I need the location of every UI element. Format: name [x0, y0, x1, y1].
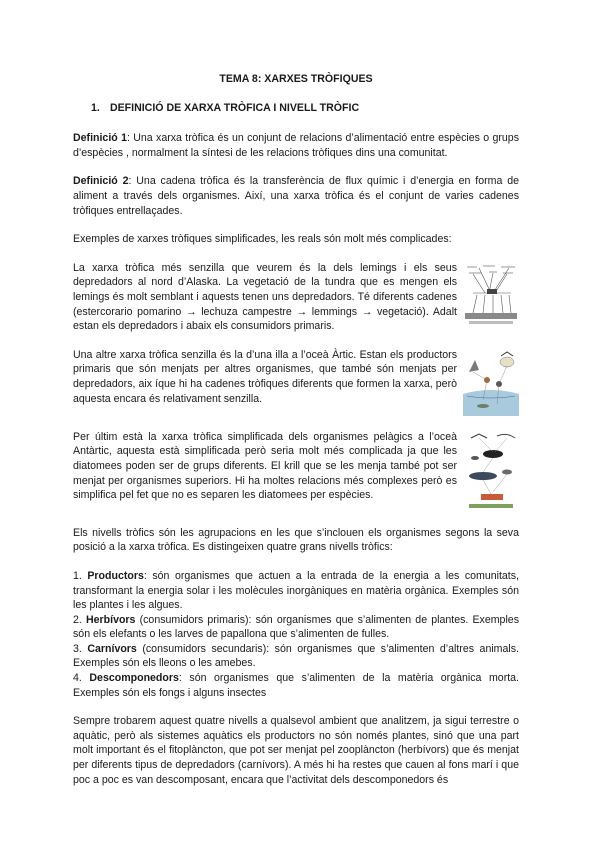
definition-2: [73, 174, 519, 218]
list-item: [73, 569, 519, 613]
list-item-term: Carnívors: [87, 642, 137, 655]
example-lemmings-text: La xarxa tròfica més senzilla que veurem és la dels lemings i els seus depredadors al nord d’Alaska. La vegetació de la tundra que es mengen els lemings és molt semblant i aquests tenen uns depredadors. Té diferents cadenes (estercorario pomarino → lechuza campestre → lemmings → vegetació). Adalt estan els depredadors i abaix els consumidors primaris.: [73, 261, 457, 333]
example-lemmings: [73, 261, 519, 334]
list-item-number: 1.: [73, 569, 88, 582]
section-number: 1.: [91, 101, 100, 114]
list-item-term: Productors: [87, 569, 144, 582]
examples-intro: Exemples de xarxes tròfiques simplificades, les reals són molt més complicades:: [73, 233, 452, 246]
example-antarctic: [73, 430, 519, 512]
lemmings-food-web-image: [463, 263, 519, 334]
list-item-text: (consumidors primaris): són organismes que s’alimenten de plantes. Exemples són els elefants o les larves de papallona que s’alimenten de fulles.: [73, 613, 519, 641]
list-item: [73, 671, 519, 700]
example-antarctic-text: Per últim està la xarxa tròfica simplificada dels organismes pelàgics a l’oceà Antàrtic, aquesta està simplificada però seria molt més complicada ja que les diatomees poden ser de grups diferents. El krill que se les menja també pot ser menjat per organismes superiors. Hi ha moltes relacions més complexes però es simplifica pel fet que no es separen les diatomees per espècies.: [73, 430, 457, 502]
example-arctic-text: Una altre xarxa tròfica senzilla és la d’una illa a l’oceà Àrtic. Estan els productors primaris que són menjats per altres organismes, que també són menjats per depredadors, aix íque hi ha cadenes tròfiques diferents que formen la xarxa, però aquesta encara és relativament senzilla.: [73, 348, 457, 405]
list-item-number: 3.: [73, 642, 88, 655]
definition-2-label: Definició 2: [73, 175, 129, 188]
list-item-text: : són organismes que s’alimenten de la matèria orgànica morta. Exemples són els fongs i alguns insectes: [73, 672, 520, 699]
list-item-term: Herbívors: [85, 613, 136, 626]
list-item: [73, 613, 519, 642]
levels-intro: Els nivells tròfics són les agrupacions en les que s’inclouen els organismes segons la seva posició a la xarxa tròfica. Es distingeixen quatre grans nivells tròfics:: [73, 526, 519, 554]
antarctic-food-web-image: [463, 432, 519, 512]
document-page: [73, 72, 519, 801]
definition-2-text: : Una cadena tròfica és la transferència de flux químic i d’energia en forma de aliment a través dels organismes. Així, una xarxa tròfica és el conjunt de varies cadenes tròfiques entrellaçades.: [73, 175, 520, 217]
definition-1-label: Definició 1: [73, 132, 127, 145]
arctic-food-web-image: [463, 350, 519, 416]
list-item-text: (consumidors secundaris): són organismes que s’alimenten d’altres animals. Exemples són els lleons o les amebes.: [73, 642, 519, 670]
page-title: TEMA 8: XARXES TRÒFIQUES: [219, 73, 373, 85]
section-heading: [91, 101, 519, 116]
list-item-text: : són organismes que actuen a la entrada de la energia a les comunitats, transformant la energia solar i les molècules inorgàniques en matèria orgànica. Exemples són les plantes i les algues.: [73, 569, 519, 612]
list-item-number: 4.: [73, 672, 90, 685]
list-item-term: Descomponedors: [89, 672, 179, 685]
section-title: DEFINICIÓ DE XARXA TRÒFICA I NIVELL TRÒFIC: [109, 101, 360, 114]
definition-1-text: : Una xarxa tròfica és un conjunt de relacions d’alimentació entre espècies o grups d’espècies , normalment la síntesi de les relacions tròfiques dins una comunitat.: [73, 132, 519, 159]
list-item: [73, 642, 519, 671]
trophic-levels-list: [73, 569, 519, 700]
definition-1: [73, 131, 519, 160]
list-item-number: 2.: [73, 613, 86, 626]
closing-paragraph: Sempre trobarem aquest quatre nivells a qualsevol ambient que analitzem, ja sigui terrestre o aquàtic, però als sistemes aquàtics els productors no són només plantes, sinó que una part molt important és el fitoplàncton, que pot ser menjat pel zooplàncton (herbívors) que és menjat per diferents tipus de depredadors (carnívors). A més hi ha restes que cauen al fons marí i que poc a poc es van descomposant, encara que l’activitat dels descomponedors és: [73, 715, 519, 786]
example-arctic-island: [73, 348, 519, 416]
